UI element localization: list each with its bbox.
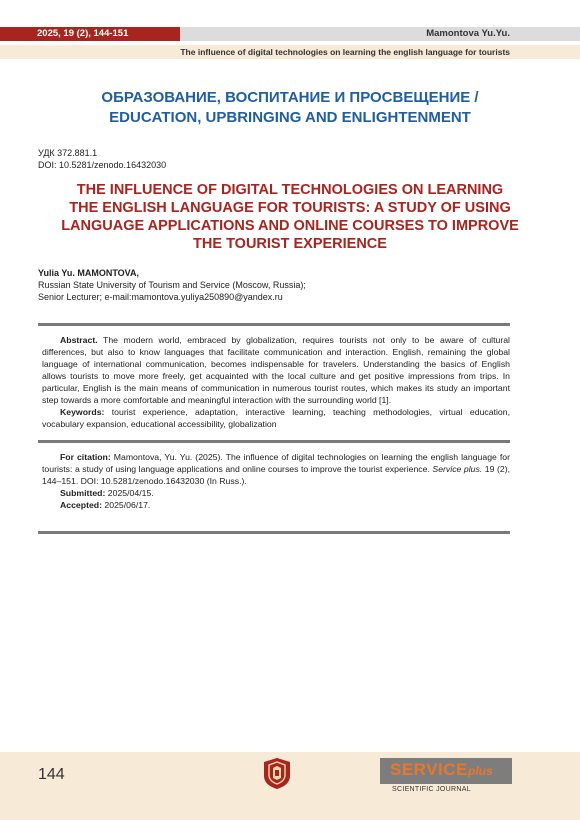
accepted-line	[42, 499, 510, 511]
divider	[38, 531, 510, 534]
keywords-label: Keywords:	[60, 407, 105, 417]
brand-subtitle: SCIENTIFIC JOURNAL	[392, 786, 471, 793]
citation-label: For citation:	[60, 452, 111, 462]
divider	[38, 323, 510, 326]
running-author: Mamontova Yu.Yu.	[180, 27, 580, 41]
accepted-label: Accepted:	[60, 500, 102, 510]
keywords-paragraph	[42, 406, 510, 430]
udk-code: УДК 372.881.1	[38, 148, 98, 158]
article-title-line: THE ENGLISH LANGUAGE FOR TOURISTS: A STUDY OF USING	[69, 200, 511, 216]
author-affiliation: Russian State University of Tourism and Service (Moscow, Russia);	[38, 280, 306, 290]
section-title-ru: ОБРАЗОВАНИЕ, ВОСПИТАНИЕ И ПРОСВЕЩЕНИЕ /	[101, 89, 479, 106]
doi-line: DOI: 10.5281/zenodo.16432030	[38, 160, 167, 170]
citation-text: Mamontova, Yu. Yu. (2025). The influence of digital technologies on learning the english language for tourists: a study of using language applications and online courses to improve the tourist experience.	[42, 452, 510, 474]
divider	[38, 440, 510, 443]
accepted-date: 2025/06/17.	[104, 500, 151, 510]
abstract-block	[42, 334, 510, 430]
article-title	[40, 181, 540, 253]
author-block	[38, 267, 538, 303]
keywords-text: tourist experience, adaptation, interactive learning, teaching methodologies, virtual education, vocabulary expansion, educational accessibility, globalization	[42, 407, 510, 429]
citation-text-after: 19 (2), 144–151. DOI: 10.5281/zenodo.16432030 (In Russ.).	[42, 464, 510, 486]
submitted-label: Submitted:	[60, 488, 106, 498]
university-emblem-icon	[262, 756, 292, 790]
page-number: 144	[38, 766, 65, 783]
section-title	[40, 88, 540, 128]
citation-paragraph	[42, 451, 510, 487]
abstract-text: The modern world, embraced by globalization, requires tourists not only to be aware of cultural differences, but also to know languages that facilitate communication and interaction. English, remaining the global language of international communication, becomes indispensable for travelers. Understanding the basics of English allows tourists to move more freely, get acquainted with the local culture and get positive impressions from trips. In particular, English is the main means of communication in numerous tourist routes, which makes its study an important step towards a more comfortable and meaningful interaction with the surrounding world [1].	[42, 335, 510, 405]
citation-journal: Service plus.	[432, 464, 483, 474]
top-header-bar	[0, 27, 580, 41]
running-title: The influence of digital technologies on learning the english language for tourists	[0, 45, 580, 59]
article-title-line: LANGUAGE APPLICATIONS AND ONLINE COURSES TO IMPROVE	[61, 218, 519, 234]
page-footer	[0, 752, 580, 820]
author-name: Yulia Yu. MAMONTOVA,	[38, 268, 140, 278]
brand-plus: plus	[468, 764, 493, 778]
abstract-paragraph	[42, 334, 510, 406]
article-title-line: THE TOURIST EXPERIENCE	[193, 236, 387, 252]
journal-brand	[380, 758, 512, 784]
submitted-date: 2025/04/15.	[107, 488, 154, 498]
brand-service: SERVICE	[390, 760, 468, 779]
section-title-en: EDUCATION, UPBRINGING AND ENLIGHTENMENT	[109, 109, 471, 126]
author-position: Senior Lecturer; e-mail:mamontova.yuliya250890@yandex.ru	[38, 292, 283, 302]
article-title-line: THE INFLUENCE OF DIGITAL TECHNOLOGIES ON LEARNING	[76, 182, 504, 198]
abstract-label: Abstract.	[60, 335, 98, 345]
citation-block	[42, 451, 510, 511]
submitted-line	[42, 487, 510, 499]
volume-info: 2025, 19 (2), 144-151	[0, 27, 180, 41]
